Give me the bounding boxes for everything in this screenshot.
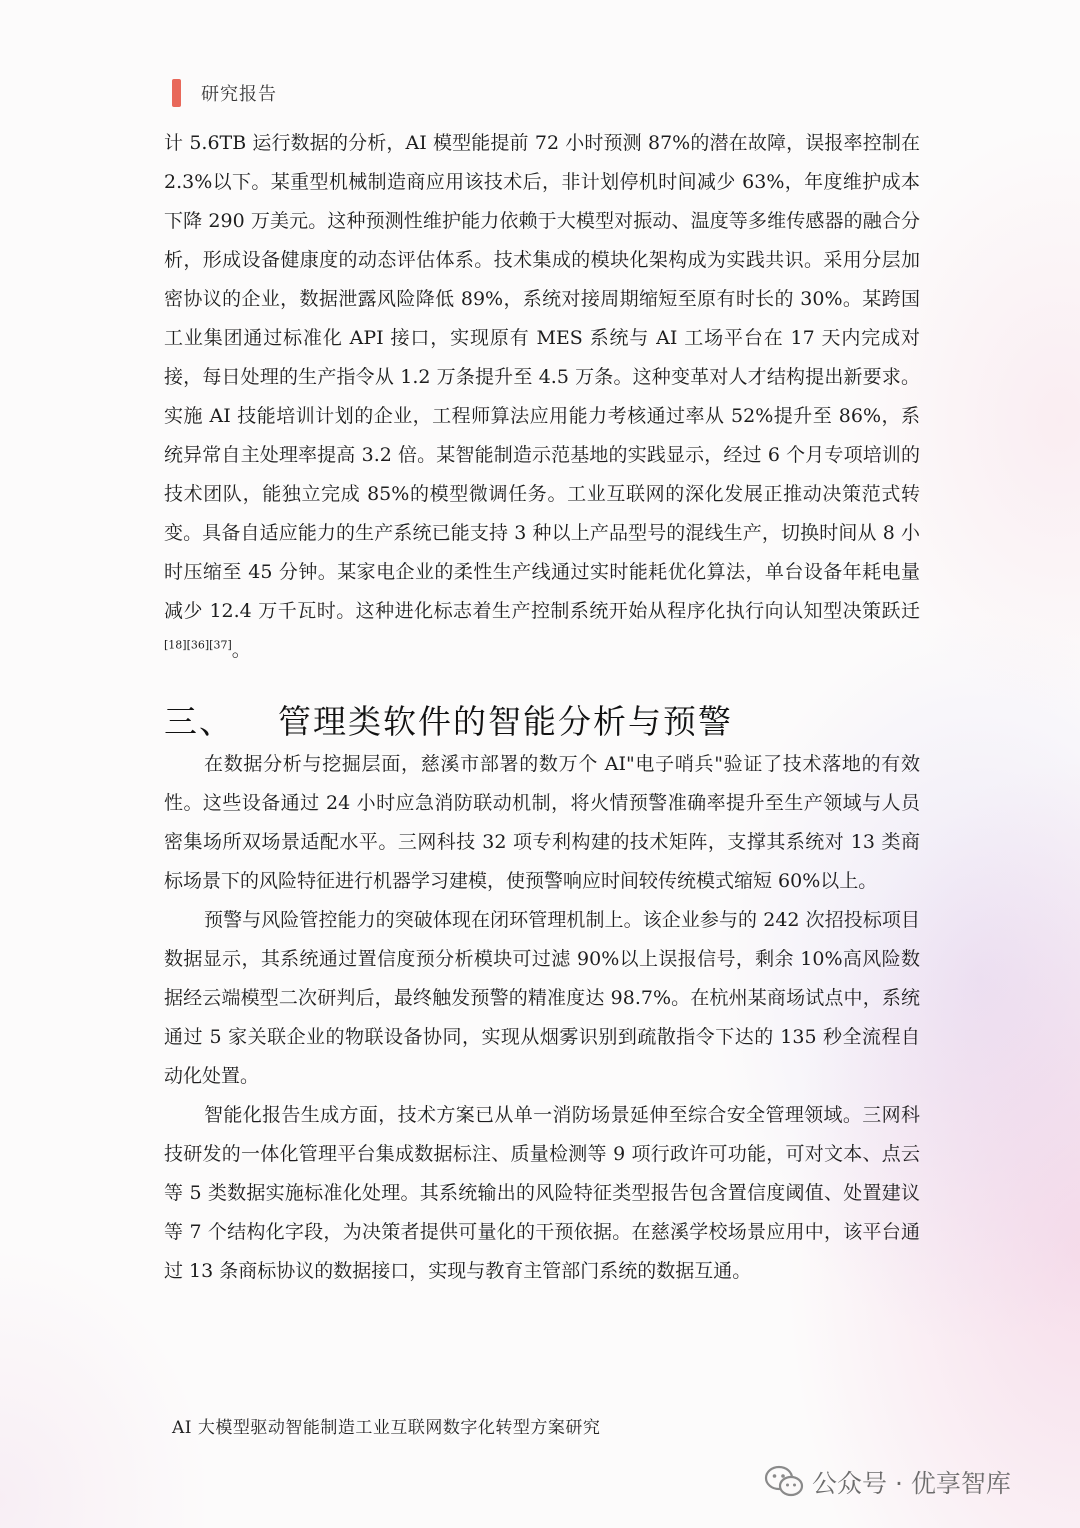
paragraph: 智能化报告生成方面，技术方案已从单一消防场景延伸至综合安全管理领域。三网科技研发的一体化管理平台集成数据标注、质量检测等 9 项行政许可功能，可对文本、点云等 5 类数据实施标准化处理。其系统输出的风险特征类型报告包含置信度阈值、处置建议等 7 个结构化字段，为决策者提供可量化的干预依据。在慈溪学校场景应用中，该平台通过 13 条商标协议的数据接口，实现与教育主管部门系统的数据互通。 — [164, 1104, 920, 1282]
citation-reference: [18][36][37] — [164, 638, 232, 652]
watermark-text: 公众号 · 优享智库 — [812, 1469, 1011, 1498]
wechat-icon — [764, 1465, 804, 1499]
section-heading — [164, 696, 733, 743]
paragraph-end: 。 — [231, 639, 251, 661]
header-label: 研究报告 — [201, 84, 277, 105]
footer-document-title: AI 大模型驱动智能制造工业互联网数字化转型方案研究 — [172, 1418, 601, 1438]
paragraph-text: 计 5.6TB 运行数据的分析，AI 模型能提前 72 小时预测 87%的潜在故障，误报率控制在 2.3%以下。某重型机械制造商应用该技术后，非计划停机时间减少 63%，年度维护成本下降 290 万美元。这种预测性维护能力依赖于大模型对振动、温度等多维传感器的融合分析，形成设备健康度的动态评估体系。技术集成的模块化架构成为实践共识。采用分层加密协议的企业，数据泄露风险降低 89%，系统对接周期缩短至原有时长的 30%。某跨国工业集团通过标准化 API 接口，实现原有 MES 系统与 AI 工场平台在 17 天内完成对接，每日处理的生产指令从 1.2 万条提升至 4.5 万条。这种变革对人才结构提出新要求。实施 AI 技能培训计划的企业，工程师算法应用能力考核通过率从 52%提升至 86%，系统异常自主处理率提高 3.2 倍。某智能制造示范基地的实践显示，经过 6 个月专项培训的技术团队，能独立完成 85%的模型微调任务。工业互联网的深化发展正推动决策范式转变。具备自适应能力的生产系统已能支持 3 种以上产品型号的混线生产，切换时间从 8 小时压缩至 45 分钟。某家电企业的柔性生产线通过实时能耗优化算法，单台设备年耗电量减少 12.4 万千瓦时。这种进化标志着生产控制系统开始从程序化执行向认知型决策跃迁 — [164, 132, 920, 622]
paragraph: 预警与风险管控能力的突破体现在闭环管理机制上。该企业参与的 242 次招投标项目数据显示，其系统通过置信度预分析模块可过滤 90%以上误报信号，剩余 10%高风险数据经云端模型二次研判后，最终触发预警的精准度达 98.7%。在杭州某商场试点中，系统通过 5 家关联企业的物联设备协同，实现从烟雾识别到疏散指令下达的 135 秒全流程自动化处置。 — [164, 909, 920, 1087]
paragraph: 在数据分析与挖掘层面，慈溪市部署的数万个 AI"电子哨兵"验证了技术落地的有效性。这些设备通过 24 小时应急消防联动机制，将火情预警准确率提升至生产领域与人员密集场所双场景适配水平。三网科技 32 项专利构建的技术矩阵，支撑其系统对 13 类商标场景下的风险特征进行机器学习建模，使预警响应时间较传统模式缩短 60%以上。 — [164, 753, 920, 892]
watermark — [764, 1464, 1011, 1500]
section-title: 管理类软件的智能分析与预警 — [278, 702, 733, 741]
section-number: 三、 — [164, 702, 234, 741]
page-header — [172, 78, 277, 108]
continuation-paragraph — [164, 124, 920, 670]
section-body — [164, 745, 920, 1291]
header-accent-bar — [172, 79, 181, 107]
